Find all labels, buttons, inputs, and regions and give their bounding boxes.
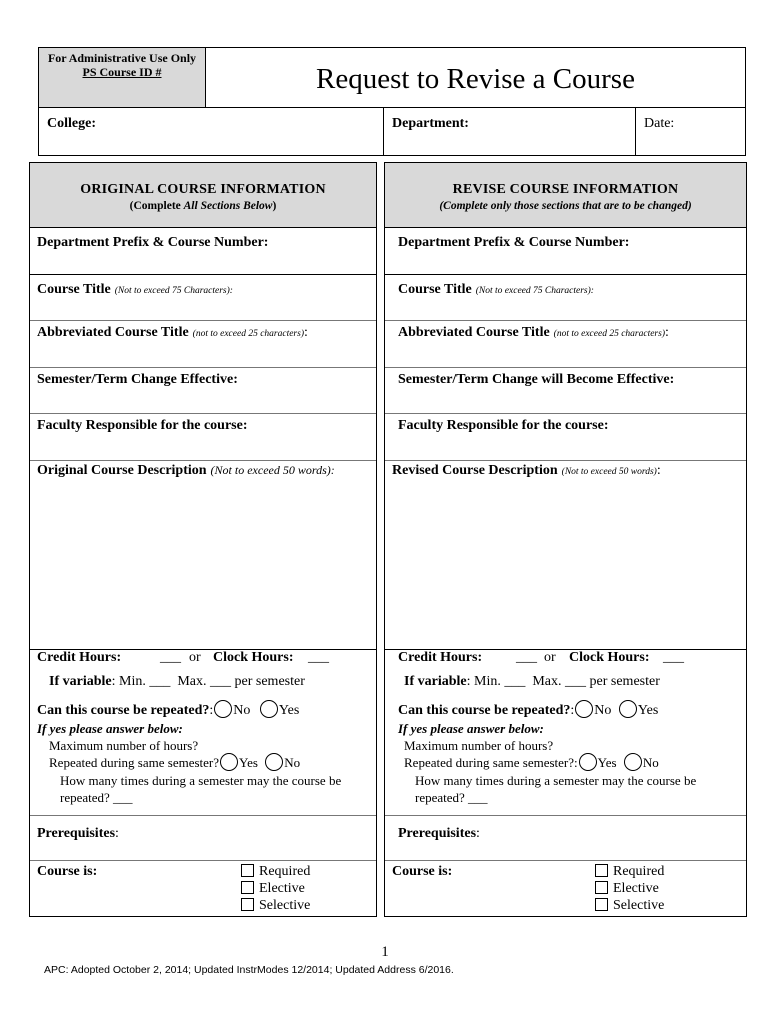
original-how-many-2: repeated? ___ xyxy=(60,790,133,805)
date-field[interactable] xyxy=(636,108,746,156)
original-prefix-field[interactable]: Department Prefix & Course Number: xyxy=(30,228,376,275)
original-course-is: Course is: xyxy=(37,864,98,879)
page-number: 1 xyxy=(381,944,389,960)
revise-subheading: (Complete only those sections that are to be changed) xyxy=(439,200,692,212)
revise-heading-box xyxy=(385,163,746,228)
original-if-yes: If yes please answer below: xyxy=(37,721,183,736)
original-required-checkbox[interactable] xyxy=(241,864,254,877)
revise-credit-hours: Credit Hours: xyxy=(398,650,483,665)
original-max-hours: Maximum number of hours? xyxy=(49,738,199,753)
revise-same-yes-radio[interactable] xyxy=(579,753,597,771)
revise-clock-hours: Clock Hours: xyxy=(569,650,650,665)
original-max-blank[interactable]: ___ xyxy=(210,674,232,689)
revise-semester-field[interactable]: Semester/Term Change will Become Effective: xyxy=(385,368,746,414)
original-opt-required[interactable]: Required xyxy=(241,864,310,880)
original-credit-hours: Credit Hours: xyxy=(37,650,122,665)
original-heading-box xyxy=(30,163,376,228)
revise-credit-blank[interactable]: ___ xyxy=(516,650,537,665)
original-abbr-title-field[interactable]: Abbreviated Course Title (not to exceed 25 characters): xyxy=(30,321,376,368)
original-prereq-field[interactable]: Prerequisites: xyxy=(30,815,376,861)
admin-use-box xyxy=(38,47,206,108)
date-label: Date: xyxy=(644,116,675,131)
original-how-many-blank[interactable]: ___ xyxy=(113,790,133,805)
revise-column xyxy=(384,162,747,917)
revise-opt-required[interactable]: Required xyxy=(595,864,664,880)
department-field[interactable] xyxy=(384,108,636,156)
original-selective-checkbox[interactable] xyxy=(241,898,254,911)
college-field[interactable] xyxy=(38,108,384,156)
revise-min-blank[interactable]: ___ xyxy=(504,674,526,689)
revise-faculty-field[interactable]: Faculty Responsible for the course: xyxy=(385,414,746,461)
revise-max-blank[interactable]: ___ xyxy=(565,674,587,689)
original-opt-selective[interactable]: Selective xyxy=(241,898,310,914)
original-variable-line: If variable: Min. ___ Max. ___ per semester xyxy=(49,674,305,689)
original-column xyxy=(29,162,377,917)
revise-how-many-1: How many times during a semester may the course be xyxy=(415,773,697,788)
revise-repeat-yes-radio[interactable] xyxy=(619,700,637,718)
footer-note: APC: Adopted October 2, 2014; Updated InstrModes 12/2014; Updated Address 6/2016. xyxy=(44,964,454,976)
original-clock-hours: Clock Hours: xyxy=(213,650,294,665)
admin-use-label: For Administrative Use Only xyxy=(47,51,197,65)
revise-abbr-title-field[interactable]: Abbreviated Course Title (not to exceed 25 characters): xyxy=(385,321,746,368)
revise-repeat-no-radio[interactable] xyxy=(575,700,593,718)
original-elective-checkbox[interactable] xyxy=(241,881,254,894)
original-credit-blank[interactable]: ___ xyxy=(160,650,181,665)
original-repeat-yes-radio[interactable] xyxy=(260,700,278,718)
original-repeat-no-radio[interactable] xyxy=(214,700,232,718)
revise-selective-checkbox[interactable] xyxy=(595,898,608,911)
original-subheading: (Complete All Sections Below) xyxy=(129,200,277,212)
page-title: Request to Revise a Course xyxy=(316,63,635,95)
revise-or: or xyxy=(544,650,556,665)
revise-course-is: Course is: xyxy=(392,864,453,879)
original-faculty-field[interactable]: Faculty Responsible for the course: xyxy=(30,414,376,461)
revise-prefix-field[interactable]: Department Prefix & Course Number: xyxy=(385,228,746,275)
revise-if-yes: If yes please answer below: xyxy=(398,721,544,736)
revise-repeat-line: Can this course be repeated?: No Yes xyxy=(398,702,658,720)
original-same-no-radio[interactable] xyxy=(265,753,283,771)
original-repeat-line: Can this course be repeated?: No Yes xyxy=(37,702,299,720)
ps-course-id-label: PS Course ID # xyxy=(82,65,162,79)
original-clock-blank[interactable]: ___ xyxy=(308,650,329,665)
revise-variable-line: If variable: Min. ___ Max. ___ per semester xyxy=(404,674,660,689)
original-semester-field[interactable]: Semester/Term Change Effective: xyxy=(30,368,376,414)
revise-heading: REVISE COURSE INFORMATION xyxy=(452,182,679,197)
revise-same-no-radio[interactable] xyxy=(624,753,642,771)
original-description-field[interactable]: Original Course Description (Not to exceed 50 words): xyxy=(30,461,376,650)
original-or: or xyxy=(189,650,201,665)
original-min-blank[interactable]: ___ xyxy=(149,674,171,689)
title-box xyxy=(206,47,746,108)
revise-elective-checkbox[interactable] xyxy=(595,881,608,894)
college-label: College: xyxy=(47,116,96,131)
revise-opt-elective[interactable]: Elective xyxy=(595,881,659,897)
revise-max-hours: Maximum number of hours? xyxy=(404,738,554,753)
revise-title-field[interactable]: Course Title (Not to exceed 75 Characters): xyxy=(385,275,746,321)
revise-prereq-field[interactable]: Prerequisites: xyxy=(385,815,746,861)
original-title-field[interactable]: Course Title (Not to exceed 75 Characters): xyxy=(30,275,376,321)
original-how-many-1: How many times during a semester may the course be xyxy=(60,773,342,788)
revise-how-many-blank[interactable]: ___ xyxy=(468,790,488,805)
revise-opt-selective[interactable]: Selective xyxy=(595,898,664,914)
revise-clock-blank[interactable]: ___ xyxy=(663,650,684,665)
revise-how-many-2: repeated? ___ xyxy=(415,790,488,805)
original-opt-elective[interactable]: Elective xyxy=(241,881,305,897)
department-label: Department: xyxy=(392,116,469,131)
original-same-semester: Repeated during same semester? Yes No xyxy=(49,755,301,770)
original-same-yes-radio[interactable] xyxy=(220,753,238,771)
original-heading: ORIGINAL COURSE INFORMATION xyxy=(80,182,326,197)
revise-required-checkbox[interactable] xyxy=(595,864,608,877)
revise-description-field[interactable]: Revised Course Description (Not to exceed 50 words): xyxy=(385,461,746,650)
revise-same-semester: Repeated during same semester?: Yes No xyxy=(404,755,659,770)
